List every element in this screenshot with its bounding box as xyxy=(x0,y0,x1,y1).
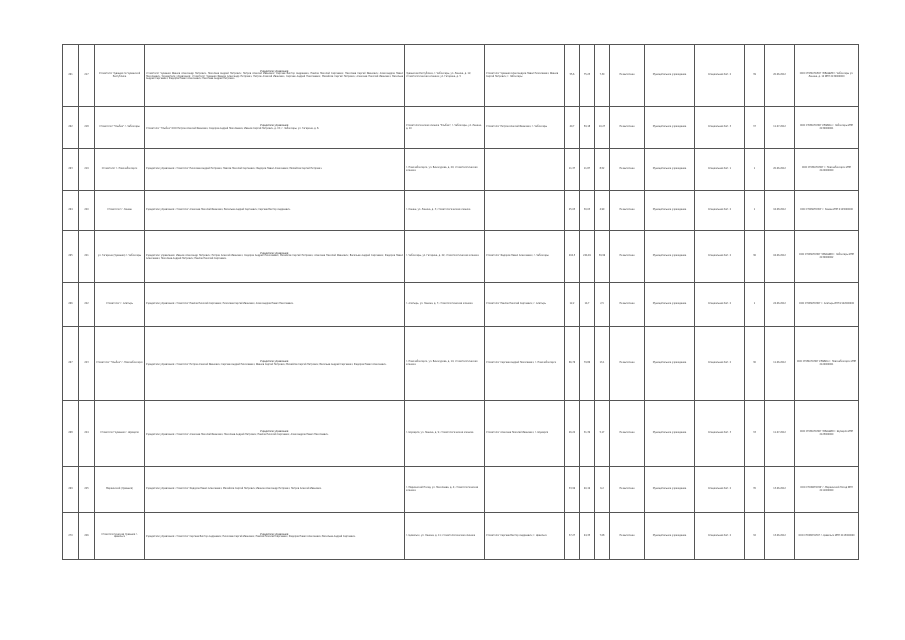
address-secondary: Стоматолог Павлов Николай Сергеевич; г. Алатырь xyxy=(485,283,565,327)
row-code: 220 xyxy=(79,191,95,231)
registration-details: ООО СТОМАТОЛОГ ЧУВАШИЯ г. Чебоксары ИНН 2130000002 xyxy=(795,231,859,283)
address-primary: г. Алатырь, ул. Ленина, д. 7; стоматологическая клиника xyxy=(405,283,485,327)
category: Специальная Кат. 2 xyxy=(695,191,745,231)
address-secondary xyxy=(485,191,565,231)
address-primary: г. Мариинский Посад, ул. Николаева, д. 4; стоматологическая клиника xyxy=(405,467,485,513)
founders-text xyxy=(145,283,405,327)
table-row xyxy=(63,45,859,107)
registry-table xyxy=(62,44,859,560)
registration-details: ООО СТОМАТОЛОГ г. Алатырь ИНН 2122000000 xyxy=(795,283,859,327)
address-primary: г. Чебоксары, ул. Гагарина, д. 22; стоматологическая клиника xyxy=(405,231,485,283)
value-1: 37,27 xyxy=(565,513,580,560)
registration-details: ООО СТОМАТОЛОГ ЧУВАШИЯ г. Чебоксары ул. Ленина, д. 12 ИНН 2130000000 xyxy=(795,45,859,107)
section-body: Учредители управления: стоматолог Алексеев Николай Иванович; Николаев Андрей Петрович; Павлов Николай Сергеевич; Александров Павел Николаевич. xyxy=(146,432,329,436)
registration-details: ООО СТОМАТОЛОГ УЛЫБКА г. Чебоксары ИНН 2130000001 xyxy=(795,107,859,149)
table-row xyxy=(63,231,859,283)
table-row xyxy=(63,327,859,401)
registration-date: 11.07.2012 xyxy=(765,107,795,149)
founders-text xyxy=(145,107,405,149)
row-number: 269 xyxy=(63,467,79,513)
registration-details: ООО СТОМАТОЛОГ г. Канаш ИНН 2123000000 xyxy=(795,191,859,231)
section-header: Учредители управления: xyxy=(260,124,289,127)
document-sheet xyxy=(62,44,858,599)
table-row xyxy=(63,107,859,149)
registration-date: 11.06.2012 xyxy=(765,327,795,401)
status-text: Не выполнен xyxy=(610,149,645,191)
address-primary: г. Цивильск, ул. Ленина, д. 11; стоматологическая клиника xyxy=(405,513,485,560)
value-1: 66,76 xyxy=(565,327,580,401)
registration-date: 11.07.2012 xyxy=(765,401,795,467)
address-secondary: Стоматолог Сергеев Андрей Николаевич; г. Новочебоксарск xyxy=(485,327,565,401)
status-text: Не выполнен xyxy=(610,107,645,149)
organization-name: Стоматолог "Улыбка" г. Новочебоксарск xyxy=(95,327,145,401)
organization-name: Стоматологическая Чувашия г. Цивильск xyxy=(95,513,145,560)
row-number: 264 xyxy=(63,191,79,231)
organization-name: Стоматолог г. Алатырь xyxy=(95,283,145,327)
region-code: 1 xyxy=(745,283,765,327)
table-row xyxy=(63,467,859,513)
address-primary: Чувашская Республика, г. Чебоксары, ул. Ленина, д. 12; стоматологическая клиника; ул. Гагарина, д. 5 xyxy=(405,45,485,107)
address-primary: Стоматологическая клиника "Улыбка"; г. Чебоксары, ул. Ленина, д. 10 xyxy=(405,107,485,149)
value-1: 26,22 xyxy=(565,401,580,467)
registration-date: 20.06.2012 xyxy=(765,149,795,191)
value-1: 204,5 xyxy=(565,231,580,283)
value-3: 10,27 xyxy=(595,107,610,149)
value-3: 5,17 xyxy=(595,401,610,467)
row-code: 225 xyxy=(79,467,95,513)
row-number: 266 xyxy=(63,283,79,327)
row-number: 263 xyxy=(63,149,79,191)
row-number: 265 xyxy=(63,231,79,283)
row-number: 261 xyxy=(63,45,79,107)
row-code: 223 xyxy=(79,327,95,401)
status-text: Не выполнен xyxy=(610,283,645,327)
row-code: 222 xyxy=(79,283,95,327)
value-3: 6,2 xyxy=(595,467,610,513)
organization-name: Стоматолог г. Новочебоксарск xyxy=(95,149,145,191)
value-2: 31,39 xyxy=(580,401,595,467)
founders-text xyxy=(145,467,405,513)
row-number: 268 xyxy=(63,401,79,467)
registration-date: 24.06.2012 xyxy=(765,283,795,327)
table-row xyxy=(63,149,859,191)
row-number: 262 xyxy=(63,107,79,149)
region-code: 32 xyxy=(745,513,765,560)
table-row xyxy=(63,191,859,231)
section-body: Учредители управления: стоматолог Николаев Андрей Петрович; Павлов Николай Сергеевич; Федоров Павел Алексеевич; Михайлов Сергей Петрович. xyxy=(146,167,323,171)
status-text: Не выполнен xyxy=(610,191,645,231)
registration-details: ООО СТОМАТОЛОГ г. Цивильск ИНН 2115000000 xyxy=(795,513,859,560)
status-text: Не выполнен xyxy=(610,401,645,467)
category: Специальная Кат. 2 xyxy=(695,45,745,107)
row-code: 218 xyxy=(79,107,95,149)
section-body: стоматолог Чувашия Иванов Александр Петрович, Николаев Андрей Петрович; Петров Алексей Иванович; Сергеев Виктор Андреевич, Павлов Николай Сергеевич; Николаев Сергей Иванович; Александров Павел Николаевич. Учредители управления: стоматолог Чувашия Иванов Александр Петрович, Петров Алексей Иванович, Сергеев Андрей Николаевич; Михайлов Сергей Петрович; Алексеев Николай Иванович; Васильев Андрей Сергеевич; Федоров Павел Алексеевич; Николаев Андрей Петрович. xyxy=(146,72,403,80)
section-header: Учредители управления: xyxy=(260,69,289,73)
section-header: Учредители управления: xyxy=(260,360,289,363)
table-row xyxy=(63,401,859,467)
region-code: 1 xyxy=(745,191,765,231)
value-1: 55,6 xyxy=(565,45,580,107)
value-3: 4,99 xyxy=(595,191,610,231)
region-code: 39 xyxy=(745,45,765,107)
organization-name: Стоматолог "Улыбка" г. Чебоксары xyxy=(95,107,145,149)
registration-details: ООО СТОМАТОЛОГ УЛЫБКА г. Новочебоксарск ИНН 2124000001 xyxy=(795,327,859,401)
section-body: Учредители управления: стоматолог Алексеев Николай Иванович; Васильев Андрей Сергеевич; Сергеев Виктор Андреевич. xyxy=(146,208,291,212)
value-3: 39,99 xyxy=(595,231,610,283)
value-2: 11,87 xyxy=(580,149,595,191)
region-code: 36 xyxy=(745,231,765,283)
address-primary: г. Новочебоксарск, ул. Винокурова, д. 14; стоматологическая клиника xyxy=(405,327,485,401)
section-body: Учредители управления: стоматолог Федоров Павел Алексеевич; Михайлов Сергей Петрович; Иванов Александр Петрович; Петров Алексей Иванович. xyxy=(146,487,322,491)
row-code: 219 xyxy=(79,149,95,191)
row-code: 221 xyxy=(79,231,95,283)
founders-text xyxy=(145,45,405,107)
registration-details: ООО СТОМАТОЛОГ г. Новочебоксарск ИНН 2124000000 xyxy=(795,149,859,191)
category: Специальная Кат. 2 xyxy=(695,327,745,401)
value-3: 8,52 xyxy=(595,149,610,191)
value-2: 244,49 xyxy=(580,231,595,283)
section-header: Учредители управления: xyxy=(260,430,289,433)
value-1: 40,7 xyxy=(565,107,580,149)
category: Специальная Кат. 3 xyxy=(695,107,745,149)
value-1: 25,05 xyxy=(565,191,580,231)
address-primary: г. Шумерля, ул. Ленина, д. 9; стоматологическая клиника xyxy=(405,401,485,467)
region-code: 33 xyxy=(745,401,765,467)
founders-text xyxy=(145,401,405,467)
organization-name: Стоматолог Чувашия г. Шумерля xyxy=(95,401,145,467)
value-3: 2,5 xyxy=(595,283,610,327)
section-body: Учредители управления: Иванов Александр Петрович; Петров Алексей Иванович; Сидоров Андрей Николаевич; Михайлов Сергей Петрович; Алексеев Николай Иванович; Васильев Андрей Сергеевич; Федоров Павел Алексеевич; Николаев Андрей Петрович; Павлов Николай Сергеевич. xyxy=(146,254,403,260)
category: Специальная Кат. 3 xyxy=(695,401,745,467)
status-text: Не выполнен xyxy=(610,231,645,283)
institution-type: Муниципальное учреждение xyxy=(645,467,695,513)
address-secondary: Стоматолог Петров Алексей Иванович; г. Чебоксары xyxy=(485,107,565,149)
organization-name: ул. Гагарина (Чувашия) г. Чебоксары xyxy=(95,231,145,283)
registration-date: 13.06.2012 xyxy=(765,467,795,513)
institution-type: Муниципальное учреждение xyxy=(645,149,695,191)
value-2: 44,35 xyxy=(580,513,595,560)
founders-text xyxy=(145,191,405,231)
section-header: Учредители управления: xyxy=(260,251,289,255)
section-body: Учредители управления: стоматолог Павлов Николай Сергеевич; Николаев Сергей Иванович; Александров Павел Николаевич. xyxy=(146,302,294,306)
value-2: 79,86 xyxy=(580,327,595,401)
value-3: 7,08 xyxy=(595,513,610,560)
category: Специальная Кат. 2 xyxy=(695,513,745,560)
row-number: 267 xyxy=(63,327,79,401)
organization-name: Стоматолог г. Канаш xyxy=(95,191,145,231)
status-text: Не выполнен xyxy=(610,327,645,401)
value-1: 12,2 xyxy=(565,283,580,327)
value-3: 13,1 xyxy=(595,327,610,401)
institution-type: Муниципальное учреждение xyxy=(645,107,695,149)
category: Специальная Кат. 2 xyxy=(695,283,745,327)
category: Специальная Кат. 2 xyxy=(695,467,745,513)
value-3: 7,30 xyxy=(595,45,610,107)
table-row xyxy=(63,513,859,560)
section-body: Учредители управления: стоматолог Сергеев Виктор Андреевич; Николаев Сергей Иванович; Павлов Николай Сергеевич; Федоров Павел Алексеевич; Васильев Андрей Сергеевич. xyxy=(146,535,356,538)
registration-date: 16.08.2012 xyxy=(765,191,795,231)
row-code: 224 xyxy=(79,401,95,467)
value-2: 59,18 xyxy=(580,107,595,149)
organization-name: Стоматолог Чувашия по Чувашской Республике xyxy=(95,45,145,107)
value-2: 30,03 xyxy=(580,191,595,231)
registration-details: ООО СТОМАТОЛОГ ЧУВАШИЯ г. Шумерля ИНН 2125000000 xyxy=(795,401,859,467)
address-secondary xyxy=(485,467,565,513)
row-code: 217 xyxy=(79,45,95,107)
institution-type: Муниципальное учреждение xyxy=(645,191,695,231)
value-2: 75,25 xyxy=(580,45,595,107)
address-primary: г. Новочебоксарск, ул. Винокурова, д. 20; стоматологическая клиника xyxy=(405,149,485,191)
address-secondary: Стоматолог Федоров Павел Алексеевич; г. Чебоксары xyxy=(485,231,565,283)
status-text: Не выполнен xyxy=(610,513,645,560)
registration-date: 13.06.2012 xyxy=(765,513,795,560)
institution-type: Муниципальное учреждение xyxy=(645,231,695,283)
institution-type: Муниципальное учреждение xyxy=(645,401,695,467)
institution-type: Муниципальное учреждение xyxy=(645,513,695,560)
address-primary: г. Канаш, ул. Ленина, д. 3; стоматологическая клиника xyxy=(405,191,485,231)
category: Специальная Кат. 1 xyxy=(695,149,745,191)
registration-date: 04.06.2012 xyxy=(765,231,795,283)
region-code: 37 xyxy=(745,107,765,149)
region-code: 35 xyxy=(745,467,765,513)
address-secondary: Стоматолог Алексеев Николай Иванович; г. Шумерля xyxy=(485,401,565,467)
organization-name: Мариинский (Чувашия) xyxy=(95,467,145,513)
category: Специальная Кат. 2 xyxy=(695,231,745,283)
status-text: Не выполнен xyxy=(610,467,645,513)
value-1: 11,37 xyxy=(565,149,580,191)
institution-type: Муниципальное учреждение xyxy=(645,283,695,327)
institution-type: Муниципальное учреждение xyxy=(645,327,695,401)
registration-date: 20.06.2012 xyxy=(765,45,795,107)
address-secondary xyxy=(485,149,565,191)
status-text: Не выполнен xyxy=(610,45,645,107)
address-secondary: Стоматолог Сергеев Виктор Андреевич; г. Цивильск xyxy=(485,513,565,560)
row-number: 270 xyxy=(63,513,79,560)
region-code: 30 xyxy=(745,327,765,401)
section-header: Учредители управления: xyxy=(260,532,289,536)
row-code: 226 xyxy=(79,513,95,560)
founders-text xyxy=(145,149,405,191)
value-2: 14,7 xyxy=(580,283,595,327)
value-2: 40,19 xyxy=(580,467,595,513)
founders-text xyxy=(145,327,405,401)
address-secondary: Стоматолог Чувашия Александров Павел Николаевич; Иванов Сергей Петрович; г. Чебоксары xyxy=(485,45,565,107)
founders-text xyxy=(145,231,405,283)
section-body: Стоматолог "Улыбка" ООО Петров Алексей Иванович; Сидоров Андрей Николаевич; Иванов Сергей Петрович, д. 15; г. Чебоксары, ул. Гагарина, д. 8. xyxy=(146,126,320,130)
institution-type: Муниципальное учреждение xyxy=(645,45,695,107)
founders-text xyxy=(145,513,405,560)
value-1: 33,99 xyxy=(565,467,580,513)
section-body: Учредители управления: стоматолог Петров Алексей Иванович; Сергеев Андрей Николаевич; Иванов Сергей Петрович; Михайлов Сергей Петрович; Васильев Андрей Сергеевич; Федоров Павел Алексеевич. xyxy=(146,362,387,366)
registration-details: ООО СТОМАТОЛОГ г. Мариинский Посад ИНН 2111000000 xyxy=(795,467,859,513)
region-code: 1 xyxy=(745,149,765,191)
table-row xyxy=(63,283,859,327)
